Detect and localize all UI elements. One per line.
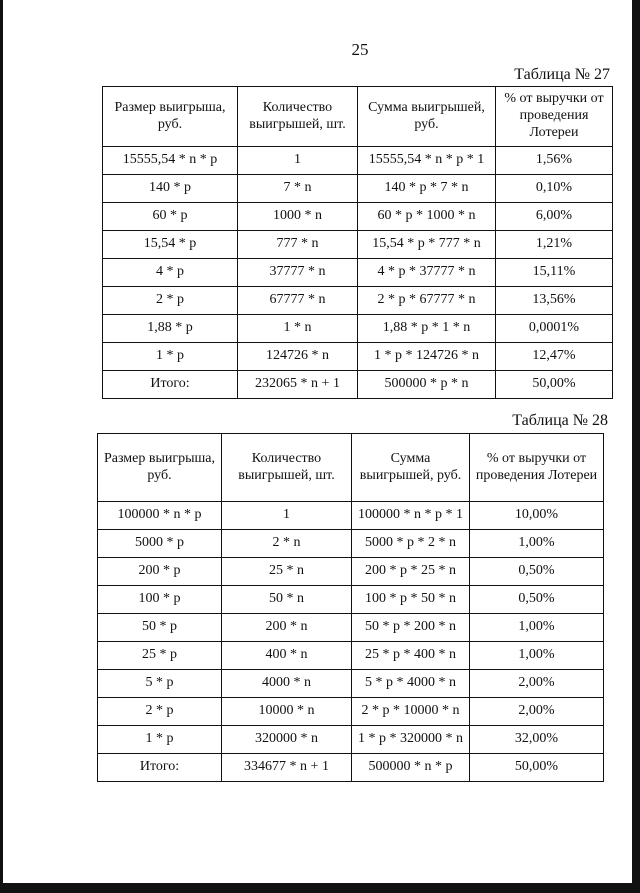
cell-prize-size: 2 * p — [103, 287, 238, 315]
cell-prize-sum: 5 * p * 4000 * n — [352, 670, 470, 698]
table-row — [98, 642, 604, 670]
cell-prize-count: 1 — [222, 502, 352, 530]
table-27-caption: Таблица № 27 — [514, 66, 610, 83]
col-header-prize-sum: Сумма выигрышей, руб. — [358, 87, 496, 147]
cell-prize-sum: 15,54 * p * 777 * n — [358, 231, 496, 259]
cell-prize-count: 25 * n — [222, 558, 352, 586]
cell-total-percent: 50,00% — [470, 754, 604, 782]
cell-prize-size: 4 * p — [103, 259, 238, 287]
col-header-prize-sum: Сумма выигрышей, руб. — [352, 434, 470, 502]
cell-prize-sum: 50 * p * 200 * n — [352, 614, 470, 642]
col-header-prize-count: Количество выигрышей, шт. — [238, 87, 358, 147]
cell-prize-size: 5 * p — [98, 670, 222, 698]
cell-total-sum: 500000 * n * p — [352, 754, 470, 782]
cell-prize-size: 1,88 * p — [103, 315, 238, 343]
col-header-prize-count: Количество выигрышей, шт. — [222, 434, 352, 502]
cell-prize-count: 1 — [238, 147, 358, 175]
table-row — [98, 670, 604, 698]
cell-prize-count: 50 * n — [222, 586, 352, 614]
table-row — [98, 726, 604, 754]
cell-prize-sum: 100000 * n * p * 1 — [352, 502, 470, 530]
cell-prize-count: 320000 * n — [222, 726, 352, 754]
table-row — [103, 287, 613, 315]
table-row — [98, 586, 604, 614]
cell-prize-count: 777 * n — [238, 231, 358, 259]
cell-prize-sum: 5000 * p * 2 * n — [352, 530, 470, 558]
cell-revenue-percent: 1,00% — [470, 530, 604, 558]
cell-prize-size: 15555,54 * n * p — [103, 147, 238, 175]
cell-revenue-percent: 10,00% — [470, 502, 604, 530]
cell-prize-count: 37777 * n — [238, 259, 358, 287]
col-header-revenue-percent: % от выручки от проведения Лотереи — [496, 87, 613, 147]
cell-revenue-percent: 1,00% — [470, 642, 604, 670]
cell-total-count: 334677 * n + 1 — [222, 754, 352, 782]
cell-prize-sum: 2 * p * 10000 * n — [352, 698, 470, 726]
cell-prize-size: 1 * p — [98, 726, 222, 754]
cell-revenue-percent: 0,50% — [470, 558, 604, 586]
cell-revenue-percent: 32,00% — [470, 726, 604, 754]
cell-prize-count: 200 * n — [222, 614, 352, 642]
table-row — [98, 558, 604, 586]
table-27 — [102, 86, 613, 399]
table-28-caption: Таблица № 28 — [512, 412, 608, 429]
cell-prize-size: 200 * p — [98, 558, 222, 586]
cell-prize-count: 7 * n — [238, 175, 358, 203]
cell-prize-size: 1 * p — [103, 343, 238, 371]
cell-revenue-percent: 12,47% — [496, 343, 613, 371]
cell-prize-sum: 1 * p * 320000 * n — [352, 726, 470, 754]
cell-total-percent: 50,00% — [496, 371, 613, 399]
cell-revenue-percent: 1,00% — [470, 614, 604, 642]
cell-total-sum: 500000 * p * n — [358, 371, 496, 399]
cell-total-label: Итого: — [98, 754, 222, 782]
cell-prize-size: 100 * p — [98, 586, 222, 614]
table-28 — [97, 433, 604, 782]
cell-revenue-percent: 0,10% — [496, 175, 613, 203]
cell-revenue-percent: 13,56% — [496, 287, 613, 315]
table-header-row — [98, 434, 604, 502]
cell-prize-sum: 200 * p * 25 * n — [352, 558, 470, 586]
cell-prize-count: 1000 * n — [238, 203, 358, 231]
cell-revenue-percent: 15,11% — [496, 259, 613, 287]
table-row — [103, 259, 613, 287]
cell-prize-size: 5000 * p — [98, 530, 222, 558]
cell-prize-size: 2 * p — [98, 698, 222, 726]
table-row — [98, 614, 604, 642]
cell-prize-count: 4000 * n — [222, 670, 352, 698]
cell-revenue-percent: 1,56% — [496, 147, 613, 175]
table-total-row — [98, 754, 604, 782]
table-row — [98, 530, 604, 558]
cell-revenue-percent: 0,0001% — [496, 315, 613, 343]
cell-prize-sum: 140 * p * 7 * n — [358, 175, 496, 203]
table-row — [98, 502, 604, 530]
cell-prize-size: 50 * p — [98, 614, 222, 642]
col-header-prize-size: Размер выигрыша, руб. — [103, 87, 238, 147]
cell-revenue-percent: 6,00% — [496, 203, 613, 231]
cell-revenue-percent: 2,00% — [470, 698, 604, 726]
cell-prize-sum: 1 * p * 124726 * n — [358, 343, 496, 371]
cell-prize-count: 124726 * n — [238, 343, 358, 371]
cell-prize-size: 140 * p — [103, 175, 238, 203]
cell-prize-sum: 60 * p * 1000 * n — [358, 203, 496, 231]
table-total-row — [103, 371, 613, 399]
col-header-prize-size: Размер выигрыша, руб. — [98, 434, 222, 502]
cell-prize-size: 60 * p — [103, 203, 238, 231]
cell-revenue-percent: 2,00% — [470, 670, 604, 698]
cell-prize-count: 2 * n — [222, 530, 352, 558]
table-header-row — [103, 87, 613, 147]
cell-prize-size: 100000 * n * p — [98, 502, 222, 530]
cell-prize-size: 15,54 * p — [103, 231, 238, 259]
cell-prize-count: 10000 * n — [222, 698, 352, 726]
table-row — [103, 147, 613, 175]
scan-border-right — [632, 0, 640, 893]
cell-prize-size: 25 * p — [98, 642, 222, 670]
table-row — [103, 315, 613, 343]
cell-prize-sum: 15555,54 * n * p * 1 — [358, 147, 496, 175]
cell-prize-count: 400 * n — [222, 642, 352, 670]
page-number: 25 — [351, 40, 369, 59]
cell-prize-sum: 25 * p * 400 * n — [352, 642, 470, 670]
col-header-revenue-percent: % от выручки от проведения Лотереи — [470, 434, 604, 502]
cell-revenue-percent: 0,50% — [470, 586, 604, 614]
table-row — [103, 343, 613, 371]
cell-prize-sum: 4 * p * 37777 * n — [358, 259, 496, 287]
scan-border-bottom — [0, 883, 640, 893]
table-row — [103, 231, 613, 259]
table-row — [103, 203, 613, 231]
cell-prize-count: 67777 * n — [238, 287, 358, 315]
cell-prize-sum: 1,88 * p * 1 * n — [358, 315, 496, 343]
cell-prize-count: 1 * n — [238, 315, 358, 343]
table-row — [103, 175, 613, 203]
cell-total-label: Итого: — [103, 371, 238, 399]
cell-revenue-percent: 1,21% — [496, 231, 613, 259]
cell-prize-sum: 2 * p * 67777 * n — [358, 287, 496, 315]
scan-border-left — [0, 0, 3, 893]
cell-total-count: 232065 * n + 1 — [238, 371, 358, 399]
table-row — [98, 698, 604, 726]
cell-prize-sum: 100 * p * 50 * n — [352, 586, 470, 614]
